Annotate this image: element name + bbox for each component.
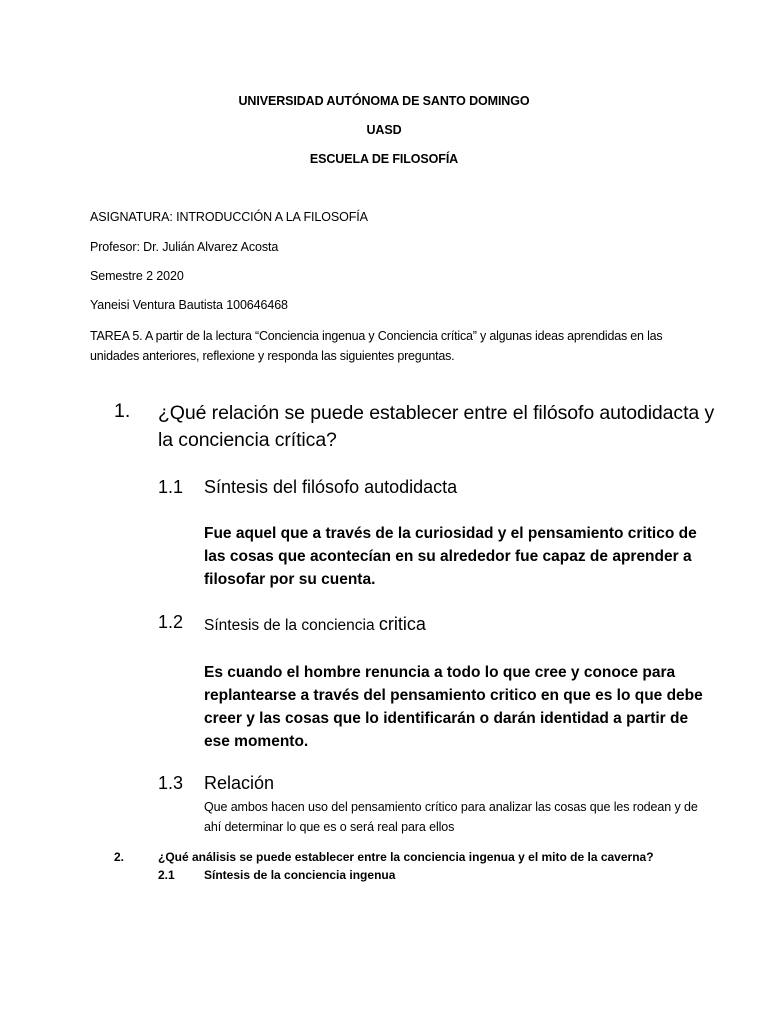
university-name: UNIVERSIDAD AUTÓNOMA DE SANTO DOMINGO (238, 94, 530, 108)
question-1-text: ¿Qué relación se puede establecer entre el filósofo autodidacta y la conciencia crítica? (158, 402, 715, 451)
subsection-2-1-number: 2.1 (158, 868, 175, 882)
semester-line: Semestre 2 2020 (90, 269, 184, 283)
question-2-text: ¿Qué análisis se puede establecer entre la conciencia ingenua y el mito de la caverna? (158, 850, 654, 864)
subsection-1-2-answer: Es cuando el hombre renuncia a todo lo que cree y conoce para replantearse a través del pensamiento critico en que es lo que debe creer y las cosas que lo identificarán o darán identidad a partir de ese momento. (204, 664, 703, 750)
subsection-1-2-title-part2: critica (378, 614, 426, 634)
subsection-1-2-title (204, 614, 426, 635)
question-2-number: 2. (114, 850, 125, 864)
subsection-1-3-title: Relación (204, 773, 275, 793)
university-acronym: UASD (366, 123, 402, 137)
school-name: ESCUELA DE FILOSOFÍA (309, 152, 459, 166)
subsection-1-2-number: 1.2 (158, 612, 184, 632)
subsection-1-3-number: 1.3 (158, 773, 184, 793)
subsection-1-1-title: Síntesis del filósofo autodidacta (204, 477, 458, 497)
student-line: Yaneisi Ventura Bautista 100646468 (90, 298, 288, 312)
subsection-2-1-title: Síntesis de la conciencia ingenua (204, 868, 396, 882)
subsection-1-3-answer: Que ambos hacen uso del pensamiento crítico para analizar las cosas que les rodean y de ahí determinar lo que es o será real para ellos (204, 800, 698, 834)
professor-line: Profesor: Dr. Julián Alvarez Acosta (90, 240, 279, 254)
subsection-1-1-number: 1.1 (158, 477, 184, 497)
task-instructions: TAREA 5. A partir de la lectura “Conciencia ingenua y Conciencia crítica” y algunas ideas aprendidas en las unidades anteriores, reflexione y responda las siguientes preguntas. (90, 329, 663, 363)
question-1-number: 1. (114, 400, 131, 422)
subject-line: ASIGNATURA: INTRODUCCIÓN A LA FILOSOFÍA (90, 210, 368, 224)
subsection-1-1-answer: Fue aquel que a través de la curiosidad y el pensamiento critico de las cosas que acontecían en su alrededor fue capaz de aprender a filosofar por su cuenta. (204, 525, 697, 588)
subsection-1-2-title-part1: Síntesis de la conciencia (204, 617, 379, 634)
